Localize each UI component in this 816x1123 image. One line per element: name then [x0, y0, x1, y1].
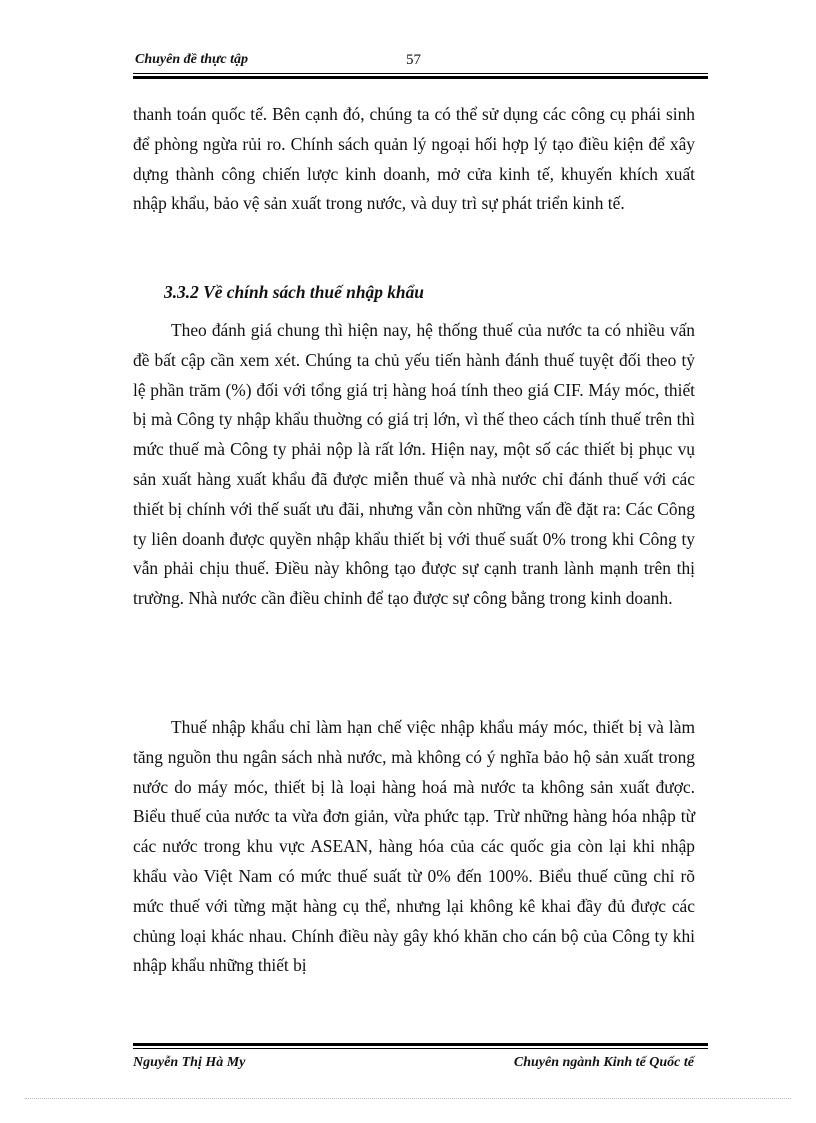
section-heading: 3.3.2 Về chính sách thuế nhập khẩu	[164, 282, 424, 302]
footer-author: Nguyễn Thị Hà My	[133, 1055, 246, 1070]
paragraph-3: Thuế nhập khẩu chỉ làm hạn chế việc nhập khẩu máy móc, thiết bị và làm tăng nguồn thu ngân sách nhà nước, mà không có ý nghĩa bảo hộ sản xuất trong nước do máy móc, thiết bị là loại hàng hoá mà nước ta không sản xuất được. Biểu thuế của nước ta vừa đơn giản, vừa phức tạp. Trừ những hàng hóa nhập từ các nước trong khu vực ASEAN, hàng hóa của các quốc gia còn lại khi nhập khẩu vào Việt Nam có mức thuế suất từ 0% đến 100%. Biểu thuế cũng chỉ rõ mức thuế với từng mặt hàng cụ thể, nhưng lại không kê khai đầy đủ được các chủng loại khác nhau. Chính điều này gây khó khăn cho cán bộ của Công ty khi nhập khẩu những thiết bị	[133, 717, 695, 976]
footer-rule-thick	[133, 1043, 708, 1046]
paragraph-1-block	[133, 100, 695, 219]
page-number: 57	[406, 52, 421, 68]
paragraph-1: thanh toán quốc tế. Bên cạnh đó, chúng ta có thể sử dụng các công cụ phái sinh để phòng ngừa rủi ro. Chính sách quản lý ngoại hối hợp lý tạo điều kiện để xây dựng thành công chiến lược kinh doanh, mở cửa kinh tế, khuyến khích xuất nhập khẩu, bảo vệ sản xuất trong nước, và duy trì sự phát triển kinh tế.	[133, 104, 695, 214]
paragraph-2: Theo đánh giá chung thì hiện nay, hệ thống thuế của nước ta có nhiều vấn đề bất cập cần xem xét. Chúng ta chủ yếu tiến hành đánh thuế tuyệt đối theo tỷ lệ phần trăm (%) đối với tổng giá trị hàng hoá tính theo giá CIF. Máy móc, thiết bị mà Công ty nhập khẩu thuờng có giá trị lớn, vì thế theo cách tính thuế trên thì mức thuế mà Công ty phải nộp là rất lớn. Hiện nay, một số các thiết bị phục vụ sản xuất hàng xuất khẩu đã được miễn thuế và nhà nước chỉ đánh thuế với các thiết bị chính với thế suất ưu đãi, nhưng vẫn còn những vấn đề đặt ra: Các Công ty liên doanh được quyền nhập khẩu thiết bị với thuế suất 0% trong khi Công ty vẫn phải chịu thuế. Điều này không tạo được sự cạnh tranh lành mạnh trên thị trường. Nhà nước cần điều chỉnh để tạo được sự công bằng trong kinh doanh.	[133, 320, 695, 609]
header-title: Chuyên đề thực tập	[135, 52, 249, 67]
paragraph-3-block	[133, 713, 695, 981]
footer-rule-thin	[133, 1048, 708, 1049]
page-bottom-dotted-line	[25, 1098, 791, 1099]
header-rule-thick	[133, 76, 708, 79]
paragraph-2-block	[133, 316, 695, 614]
footer-major: Chuyên ngành Kinh tế Quốc tế	[513, 1055, 694, 1070]
header-rule-thin	[133, 73, 708, 74]
